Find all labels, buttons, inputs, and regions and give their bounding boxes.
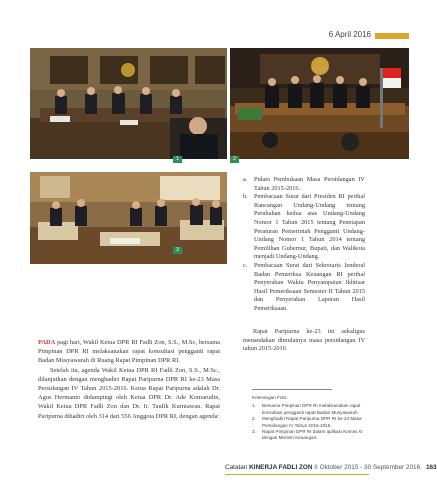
footer-prefix: Catatan (225, 464, 248, 471)
agenda-item (243, 193, 365, 262)
caption-item (252, 403, 367, 416)
agenda-letter: c. (243, 261, 248, 269)
agenda-text: Pembacaan Surat dari Sekretaris Jenderal Badan Pemeriksa Keuangan RI perihal Penyerahan Waktu Penyampaian Ikhtisar Hasil Pemeriksaan Semester II Tahun 2015 dan Penyerahan Laporan Hasil Pemeriksaan. (254, 261, 365, 312)
photo-number-badge: 1 (173, 156, 182, 163)
lead-word: PADA (38, 339, 56, 346)
agenda-letter: a. (243, 176, 248, 183)
page-header (0, 0, 409, 44)
meeting-photo-graphic (30, 48, 227, 159)
date-accent-bar (375, 33, 409, 39)
agenda-text: Pembacaan Surat dari Presiden RI perihal Rancangan Undang-Undang tentang Perubahan kedua atas Undang-Undang Nomor 1 Tahun 2015 tentang Penetapan Peraturan Pemerintah Pengganti Undang-Undang Nomor 1 Tahun 2014 tentang Pemilihan Gubernur, Bupati, dan Walikota menjadi Undang-Undang. (254, 193, 365, 261)
article-paragraph (38, 366, 220, 421)
paragraph-text: Setelah itu, agenda Wakil Ketua DPR RI Fadli Zon, S.S., M.Sc., dilanjutkan dengan menghadiri Rapat Paripurna DPR RI ke-23 Masa Persidangan IV Tahun 2015-2016. Ketua Rapat Paripurna adalah Dr. Agus Hermanto didampingi oleh Ketua DPR Dr. Ade Komarudin, Wakil Ketua DPR Fadli Zon dan Dr. Ir. Taufik Kurniawan. Rapat Paripurna dihadiri oleh 314 dari 556 Anggota DPR RI, dengan agenda: (38, 366, 220, 420)
footer-title: KINERJA FADLI ZON (249, 464, 313, 471)
agenda-list (243, 176, 365, 314)
footer-dates: II Oktober 2015 - 30 September 2016 (314, 464, 421, 471)
closing-paragraph (243, 328, 365, 354)
caption-item (252, 429, 367, 442)
agenda-item (243, 176, 365, 193)
caption-number: 2. (252, 416, 256, 422)
caption-title: Keterangan Foto: (252, 395, 288, 400)
article-body (38, 338, 220, 421)
caption-text: Bersama Pimpinan DPR RI melaksanakan rapat konsultasi pengganti rapat Badan Musyawarah. (262, 403, 361, 415)
paragraph-text: pagi hari, Wakil Ketua DPR RI Fadli Zon, S.S., M.Sc, bersama Pimpinan DPR RI melaksanakan rapat konsultasi pengganti rapat Badan Musyawarah di Ruang Rapat Pimpinan DPR RI. (38, 339, 220, 365)
footer-accent-line (225, 474, 369, 475)
plenary-photo-graphic (230, 48, 409, 159)
photo-number-badge: 2 (230, 156, 239, 163)
caption-number: 3. (252, 429, 256, 435)
page-number: 163 (425, 464, 437, 471)
caption-text: Menghadiri Rapat Paripurna DPR RI ke-23 Masa Persidangan IV Tahun 2015-2016. (262, 416, 362, 428)
caption-text: Rapat Pimpinan DPR RI dalam aplikasi Komisi XI dengan Menteri Keuangan. (262, 429, 363, 441)
photo-plenary-session (230, 48, 409, 159)
photo-leadership-meeting (30, 172, 227, 264)
article-paragraph (38, 338, 220, 366)
closing-paragraph-text: Rapat Paripurna ke-23 ini sekaligus menandakan dimulainya masa persidangan IV tahun 2015-2016 (243, 328, 365, 353)
caption-divider (252, 389, 332, 390)
page-date: 6 April 2016 (328, 30, 371, 39)
agenda-text: Pidato Pembukaan Masa Persidangan IV Tahun 2015-2016. (254, 176, 365, 192)
caption-item (252, 416, 367, 429)
caption-number: 1. (252, 403, 256, 409)
agenda-letter: b. (243, 193, 248, 201)
photo-number-badge: 3 (173, 247, 182, 254)
photo-caption (252, 395, 367, 442)
agenda-item (243, 262, 365, 314)
photo-consultation-meeting (30, 48, 227, 159)
lounge-photo-graphic (30, 172, 227, 264)
